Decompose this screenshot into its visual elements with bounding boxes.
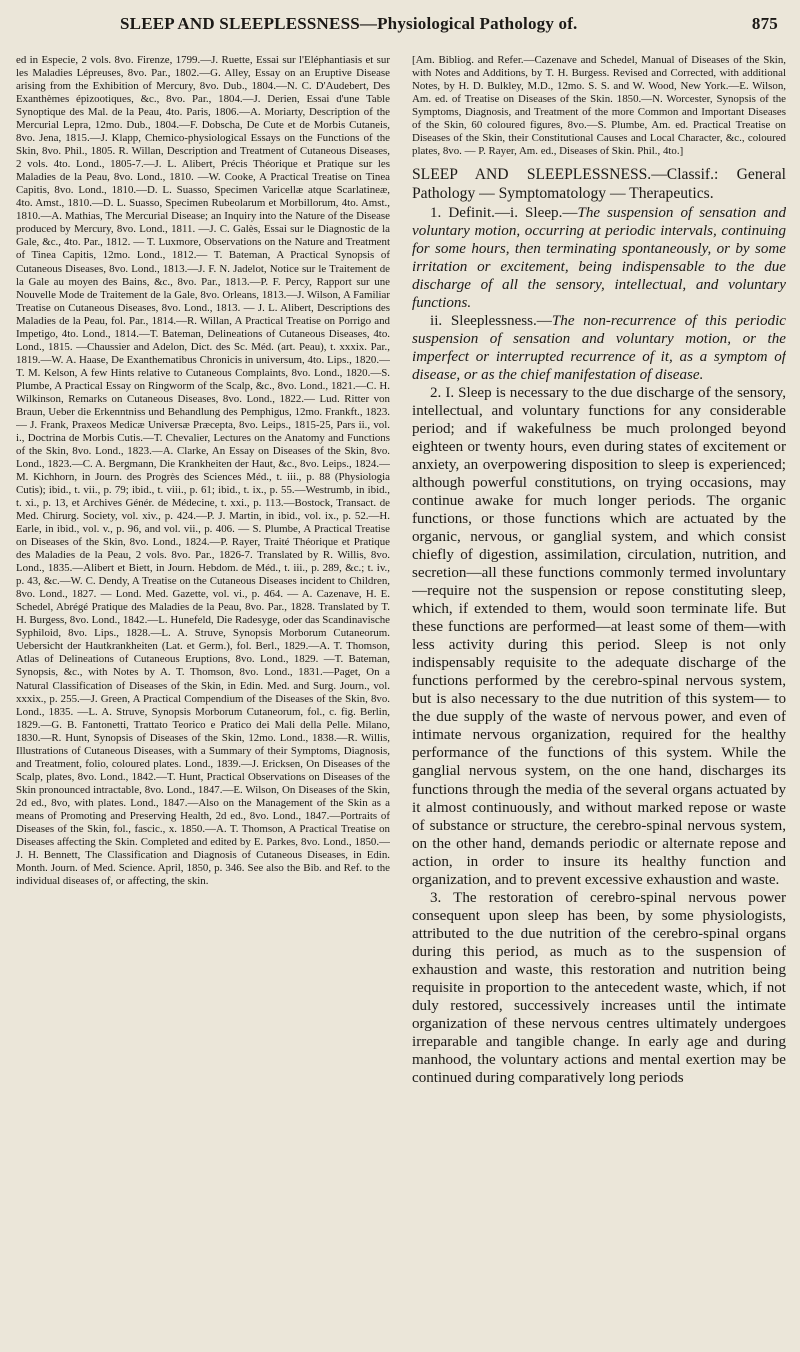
american-bibliography: [Am. Bibliog. and Refer.—Cazenave and Schedel, Manual of Diseases of the Skin, with Notes and Additions, by T. H. Burgess. Revised and Corrected, with additional Notes, by H. D. Bulkley, M.D., 12mo. S. S. and W. Wood, New York.—E. Wilson, Am. ed. of Treatise on Diseases of the Skin. 1850.—N. Worcester, Synopsis of the Symptoms, Diagnosis, and Treatment of the more Common and Important Diseases of the Skin, 60 coloured figures, 8vo.—S. Plumbe, Am. ed. Practical Treatise on Diseases of the Skin, their Constitutional Causes and Local Character, &c., coloured plates, 8vo. — P. Rayer, Am. ed., Diseases of Skin. Phil., 4to.] <box>412 54 786 158</box>
left-column-bibliography <box>16 54 390 1344</box>
two-column-body <box>16 54 786 1344</box>
page-number: 875 <box>751 14 778 33</box>
paragraph-2: 2. I. Sleep is necessary to the due discharge of the sensory, intellectual, and voluntary functions for any considerable period; and if wakefulness be much prolonged beyond eighteen or twenty hours, even during states of excitement or anxiety, an overpowering disposition to sleep is experienced; although powerful constitutions, on trying occasions, may continue awake for much longer periods. The organic functions, or those functions which are actuated by the organic, nervous, or ganglial system, and which consist chiefly of digestion, assimilation, circulation, nutrition, and secretion—all these functions commonly termed involuntary—require not the suspension or repose constituting sleep, which, if extended to them, would soon terminate life. But these functions are performed—at least some of them—with less activity during this period. Sleep is not only indispensably requisite to the adequate discharge of the functions performed by the cerebro-spinal nervous system, but is also necessary to the due nutrition of this system— to the due supply of the waste of nervous power, and even of intimate nervous organization, required for the healthy performance of the functions of this system. While the ganglial nervous system, on the one hand, discharges its functions through the media of the several organs actuated by it almost continuously, and without marked repose or waste of substance or structure, the cerebro-spinal nervous system, on the other hand, demands periodic or alternate repose and action, in order to insure its healthy function and organization, and to prevent excessive exhaustion and waste. <box>412 384 786 888</box>
definition-sleeplessness <box>412 312 786 384</box>
section-heading: SLEEP AND SLEEPLESSNESS.—Classif.: General Pathology — Symptomatology — Therapeutics. <box>412 166 786 202</box>
definition-sleeplessness-label: ii. Sleeplessness.— <box>430 312 552 329</box>
right-column <box>412 54 786 1344</box>
definition-sleep-text: The suspension of sensation and voluntary motion, occurring at periodic intervals, continuing for some hours, then terminating spontaneously, or by some irritation or excitement, being indispensable to the due discharge of all the sensory, intellectual, and voluntary functions. <box>412 204 786 311</box>
definition-sleeplessness-text: The non-recurrence of this periodic suspension of sensation and voluntary motion, or the imperfect or interrupted recurrence of it, as a symptom of disease, or as the chief manifestation of disease. <box>412 312 786 383</box>
definition-sleep <box>412 204 786 312</box>
article-body <box>412 166 786 1087</box>
paragraph-3: 3. The restoration of cerebro-spinal nervous power consequent upon sleep has been, by some physiologists, attributed to the due nutrition of the cerebro-spinal organs during this period, as much as to the suspension of exhaustion and waste, this restoration and nutrition being requisite in proportion to the antecedent waste, which, if not duly restored, successively increases until the intimate organization of these nervous centres ultimately undergoes irreparable and tangible change. In early age and during manhood, the voluntary actions and mental exertion may be continued during comparatively long periods <box>412 889 786 1086</box>
header-title: SLEEP AND SLEEPLESSNESS—Physiological Pathology of. <box>120 14 578 33</box>
definition-sleep-label: 1. Definit.—i. Sleep.— <box>430 204 578 221</box>
bibliography-text: ed in Especie, 2 vols. 8vo. Firenze, 1799.—J. Ruette, Essai sur l'Eléphantiasis et sur les Maladies Lépreuses, 8vo. Par., 1802.—G. Alley, Essay on an Eruptive Disease arising from the Exhibition of Mercury, 8vo. Dub., 1804.—N. C. D'Audebert, Des Exanthèmes épizootiques, &c., 8vo. Par., 1804.—J. Derien, Essai d'une Table Synoptique des Mal. de la Peau, 4to. Paris, 1806.—A. Moriarty, Description of the Mercurial Lepra, 12mo. Dub., 1804.—F. Dobscha, De Cute et de Morbis Cutaneis, 8vo. Jena, 1815.—J. Klapp, Chemico-physiological Essays on the Functions of the Skin, 8vo. Phil., 1805. R. Willan, Description and Treatment of Cutaneous Diseases, 2 vols. 4to. Lond., 1805-7.—J. L. Alibert, Précis Théorique et Pratique sur les Maladies de la Peau, 8vo. Lond., 1810. —W. Cooke, A Practical Treatise on Tinea Capitis, 8vo. Lond., 1810.—D. L. Suasso, Specimen Varicellæ atque Scarlatineæ, 4to. Amst., 1810.—D. L. Suasso, Specimen Rubeolarum et Morbillorum, 4to. Amst., 1810.—A. Mathias, The Mercurial Disease; an Inquiry into the Nature of the Disease produced by Mercury, 8vo. Lond., 1811. —J. C. Galès, Essai sur le Diagnostic de la Gale, &c., 4to. Par., 1812. — T. Luxmore, Observations on the Nature and Treatment of Tinea Capitis, 12mo. Lond., 1812.— T. Bateman, A Practical Synopsis of Cutaneous Diseases, 8vo. Lond., 1813.—J. F. N. Jadelot, Notice sur le Traitement de la Gale au moyen des Bains, &c., 8vo. Par., 1813.—P. F. Percy, Rapport sur une Nouvelle Mode de Traitement de la Gale, 8vo. Orleans, 1813.—J. Wilson, A Familiar Treatise on Cutaneous Diseases, 8vo. Lond., 1813. — J. L. Alibert, Descriptions des Maladies de la Peau, fol. Par., 1814.—R. Willan, A Practical Treatise on Porrigo and Impetigo, 4to. Lond., 1814.—T. Bateman, Delineations of Cutaneous Diseases, 4to. Lond., 1815. —Chaussier and Adelon, Dict. des Sc. Méd. (art. Peau), t. xxxix. Par., 1819.—W. A. Haase, De Exanthematibus Chronicis in universum, 4to. Lips., 1820.—T. M. Kelson, A few Hints relative to Cutaneous Complaints, 8vo. Lond., 1820.—S. Plumbe, A Practical Essay on Ringworm of the Scalp, &c., 8vo. Lond., 1821.—C. H. Wilkinson, Remarks on Cutaneous Diseases, 8vo. Lond., 1822.— Lud. Ritter von Braun, Ueber die Erkenntniss und Behandlung des Pemphigus, 12mo. Frankft., 1823. — J. Frank, Praxeos Medicæ Universæ Præcepta, 8vo. Leips., 1815-25, Pars ii., vol. i., Doctrina de Morbis Cutis.—T. Chevalier, Lectures on the Anatomy and Functions of the Skin, 8vo. Lond., 1823.—A. Clarke, An Essay on Diseases of the Skin, 8vo. Lond., 1823.—C. A. Bergmann, Die Krankheiten der Haut, &c., 8vo. Leips., 1824.—M. Kichhorn, in Journ. des Progrès des Sciences Méd., t. iii., p. 88 (Physiologia Cutis); ibid., t. vii., p. 79; ibid., t. viii., p. 61; ibid., t. ix., p. 55.—Westrumb, in ibid., t. xi., p. 13, et Archives Génér. de Médecine, t. xxi., p. 113.—Bostock, Transact. de Med. Chirurg. Society, vol. xiv., p. 424.—P. J. Martin, in ibid., vol. ix., p. 52.—H. Earle, in ibid., vol. v., p. 96, and vol. vii., p. 406. — S. Plumbe, A Practical Treatise on Diseases of the Skin, 8vo. Lond., 1824.—P. Rayer, Traité Théorique et Pratique des Maladies de la Peau, 2 vols. 8vo. Par., 1826-7. Translated by R. Willis, 8vo. Lond., 1835.—Alibert et Biett, in Journ. Hebdom. de Méd., t. iii., p. 289, &c.; t. iv., p. 43, &c.—W. C. Dendy, A Treatise on the Cutaneous Diseases incident to Children, 8vo. Lond., 1827. — Lond. Med. Gazette, vol. vi., p. 464. — A. Cazenave, H. E. Schedel, Abrégé Pratique des Maladies de la Peau, 8vo. Par., 1828. Translated by T. H. Burgess, 8vo. Lond., 1842.—L. Hunefeld, Die Radesyge, oder das Scandinavische Syphiloid, 8vo. Lips., 1828.—L. A. Struve, Synopsis Morborum Cutaneorum. Uebersicht der Hautkrankheiten (Lat. et Germ.), fol. Berl., 1829.—A. T. Thomson, Atlas of Delineations of Cutaneous Eruptions, 8vo. Lond., 1829. —T. Bateman, Synopsis, &c., with Notes by A. T. Thomson, 8vo. Lond., 1831.—Paget, On a Natural Classification of Diseases of the Skin, in Edin. Med. and Surg. Journ., vol. xxxix., p. 255.—J. Green, A Practical Compendium of the Diseases of the Skin, 8vo. Lond., 1835. —L. A. Struve, Synopsis Morborum Cutaneorum, fol., c. fig. Berlin, 1829.—G. B. Fantonetti, Trattato Teorico e Pratico dei Mali della Pelle. Milano, 1830.—R. Hunt, Synopsis of Diseases of the Skin, 12mo. Lond., 1838.—R. Willis, Illustrations of Cutaneous Diseases, with a Summary of their Symptoms, Diagnosis, and Treatment, folio, coloured plates. Lond., 1839.—J. Ericksen, On Diseases of the Scalp, plates, 8vo. Lond., 1842.—T. Hunt, Practical Observations on Diseases of the Skin pronounced intractable, 8vo. Lond., 1847.—E. Wilson, On Diseases of the Skin, 2d ed., 8vo, with plates. Lond., 1847.—Also on the Management of the Skin as a means of Promoting and Preserving Health, 2d ed., 8vo. Lond., 1847.—Portraits of Diseases of the Skin, fol., fascic., x. 1850.—A. T. Thomson, A Practical Treatise on Diseases affecting the Skin. Completed and edited by E. Parkes, 8vo. Lond., 1850.—J. H. Bennett, The Classification and Diagnosis of Cutaneous Diseases, in Edin. Month. Journ. of Med. Science. April, 1850, p. 346. See also the Bib. and Ref. to the individual diseases of, or affecting, the skin. <box>16 54 390 887</box>
